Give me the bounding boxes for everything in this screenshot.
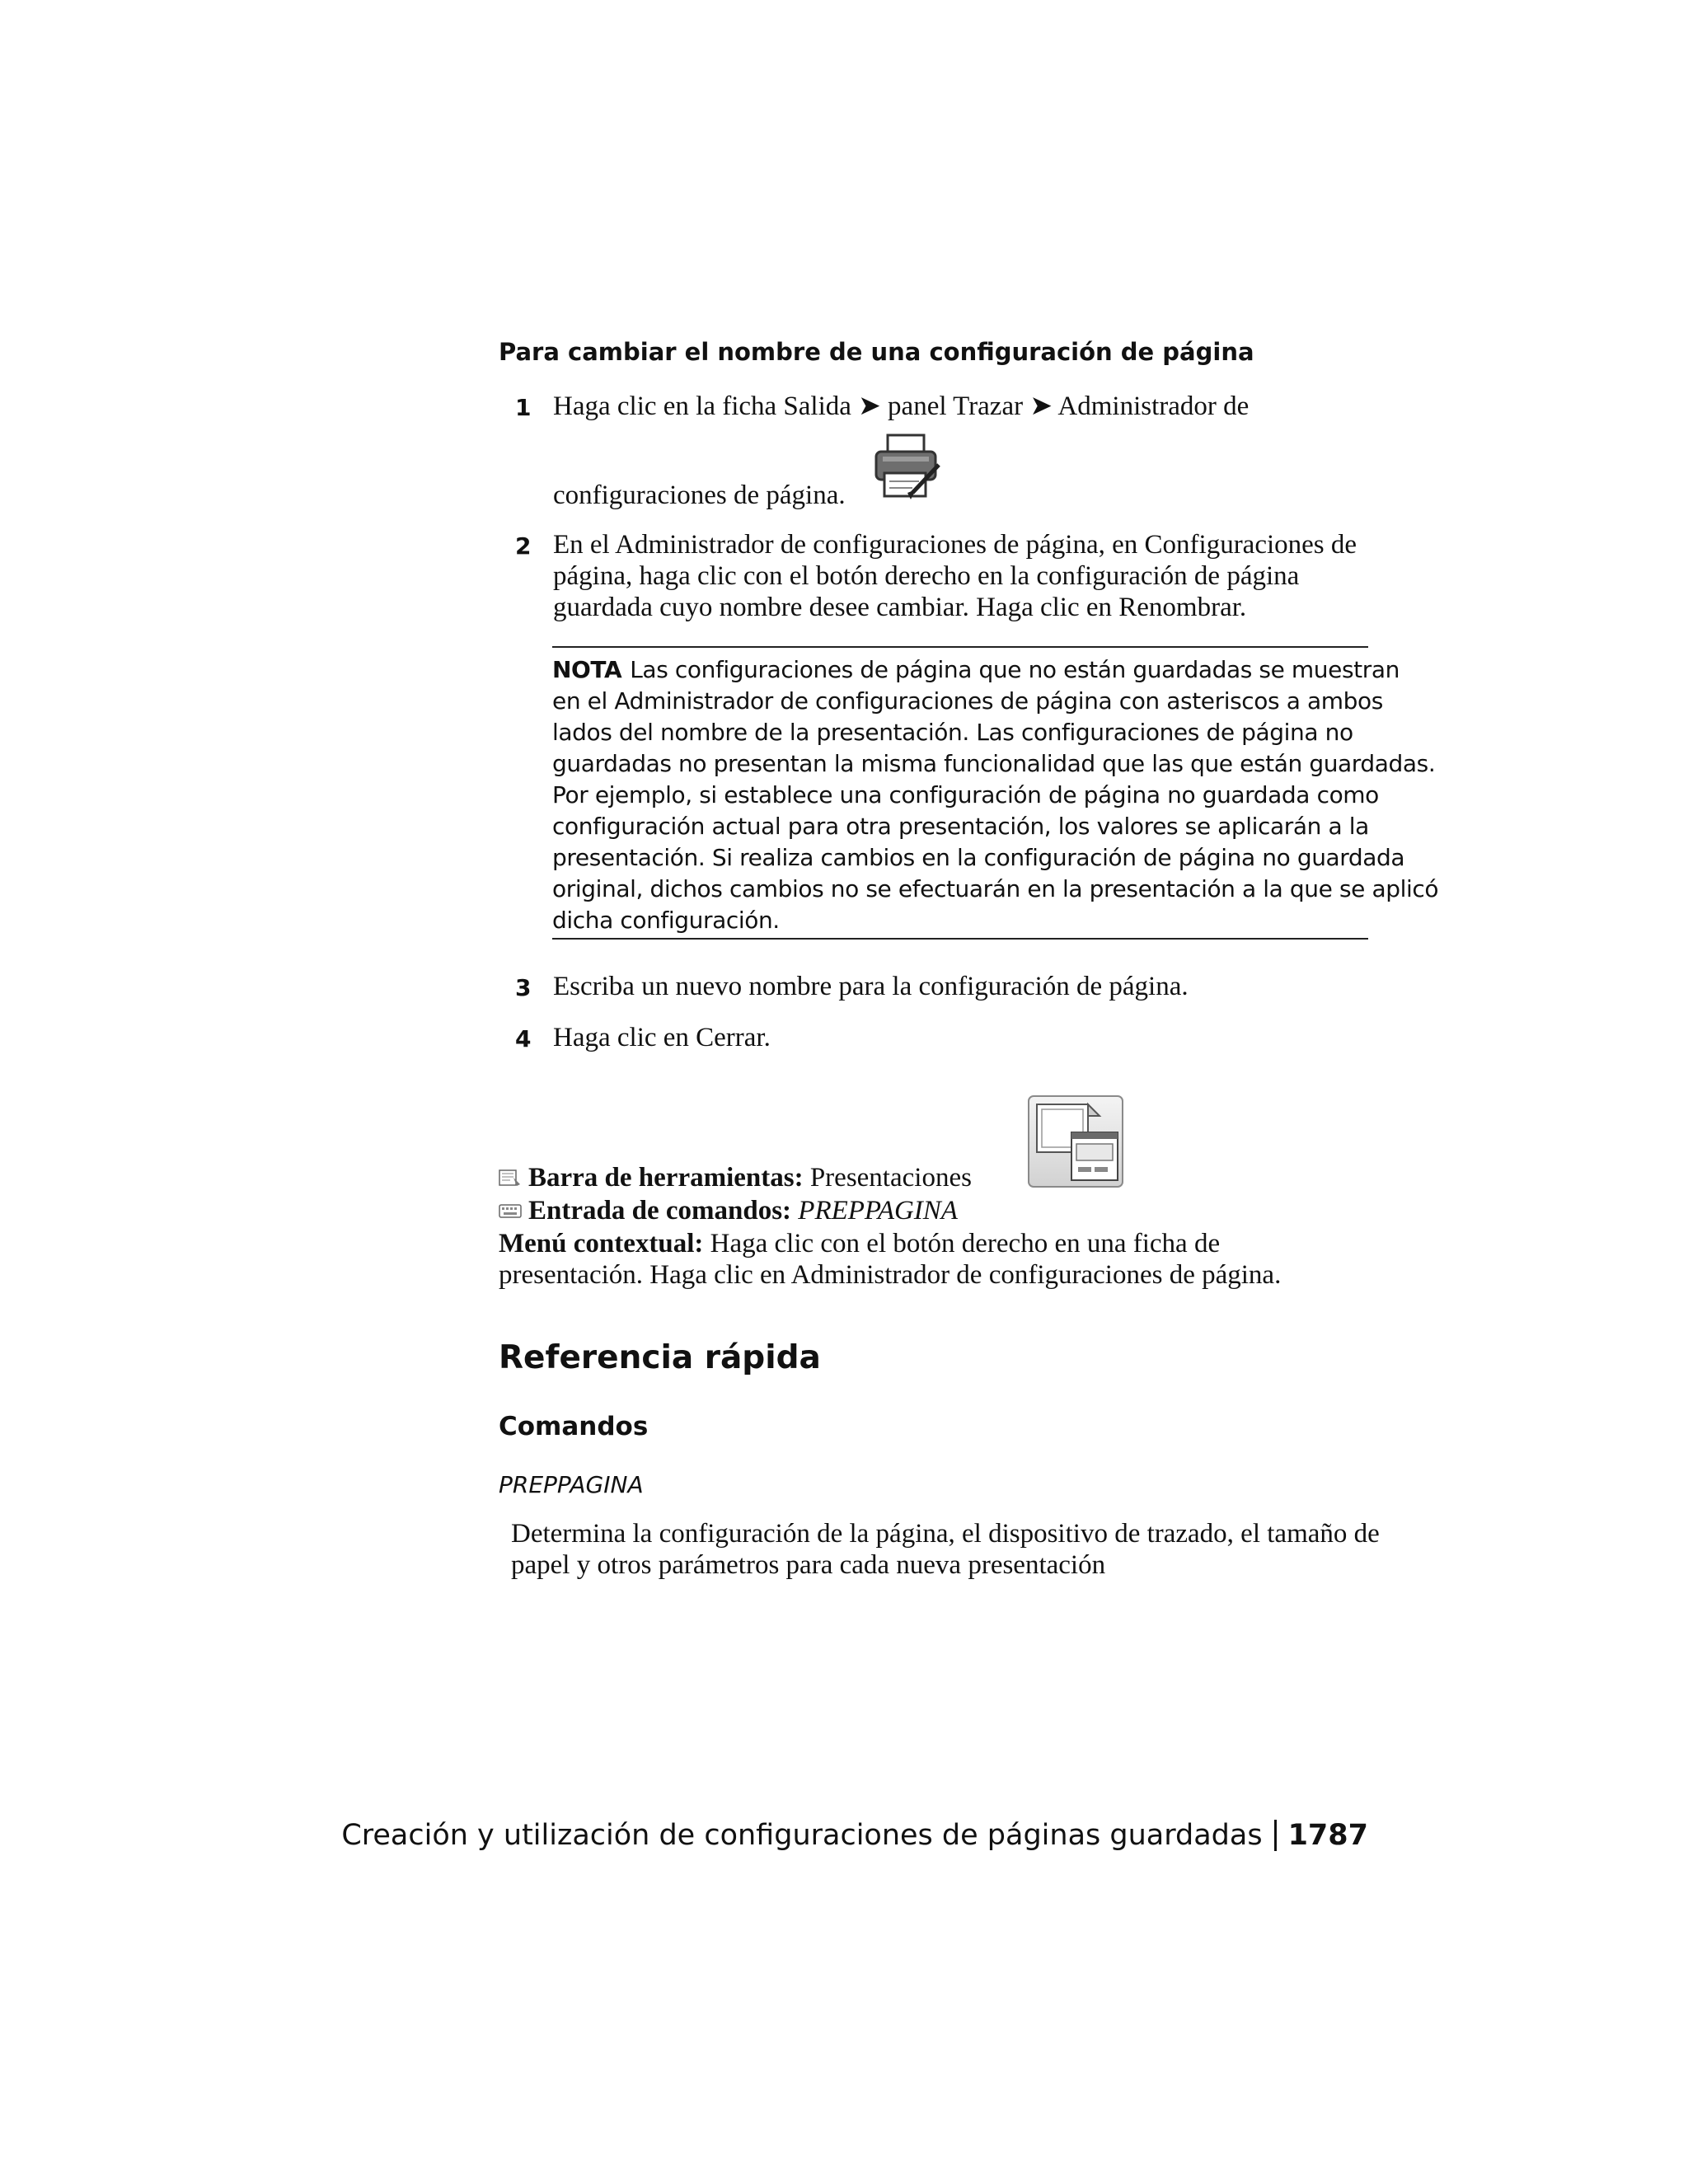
commands-subheading: Comandos (499, 1412, 649, 1441)
note-line: original, dichos cambios no se efectuarán en la presentación a la que se aplicó (552, 875, 1439, 902)
context-value: Haga clic con el botón derecho en una ficha de (710, 1229, 1221, 1258)
note-line: guardadas no presentan la misma funcionalidad que las que están guardadas. (552, 750, 1436, 777)
note-box (552, 646, 1439, 940)
step-text: Haga clic en Cerrar. (553, 1023, 771, 1052)
note-label: NOTA (552, 656, 622, 683)
chapter-title: Creación y utilización de configuraciones de páginas guardadas (341, 1819, 1263, 1852)
toolbar-value: Presentaciones (809, 1163, 972, 1193)
step-text: En el Administrador de configuraciones de página, en Configuraciones de página, haga clic con el botón derecho en la configuración de página guardada cuyo nombre desee cambiar. Haga clic en Renombrar. (553, 530, 1357, 622)
quick-reference-heading: Referencia rápida (499, 1339, 821, 1376)
note-line: NOTA Las configuraciones de página que no están guardadas se muestran (552, 656, 1400, 683)
procedure-title: Para cambiar el nombre de una configuración de página (499, 338, 1254, 366)
page-number: 1787 (1287, 1819, 1368, 1852)
note-line: lados del nombre de la presentación. Las configuraciones de página no (552, 719, 1353, 746)
command-entry-line (499, 1195, 958, 1226)
keyboard-icon (499, 1201, 522, 1221)
context-menu-line-2: presentación. Haga clic en Administrador de configuraciones de página. (499, 1260, 1282, 1290)
page-footer (341, 1819, 1368, 1852)
command-name: PREPPAGINA (499, 1471, 644, 1498)
note-line: dicha configuración. (552, 907, 780, 934)
context-label: Menú contextual: (499, 1229, 704, 1258)
note-line: en el Administrador de configuraciones de página con asteriscos a ambos (552, 687, 1383, 715)
toolbar-access-line (499, 1162, 972, 1193)
toolbar-icon (499, 1168, 522, 1188)
page-setup-manager-icon (871, 432, 944, 504)
step-number: 2 (515, 532, 532, 560)
step-number: 1 (515, 394, 532, 421)
command-label: Entrada de comandos: (528, 1196, 792, 1226)
step-number: 4 (515, 1025, 532, 1052)
step-1 (499, 391, 1372, 514)
step-4 (499, 1022, 1372, 1058)
command-value: PREPPAGINA (798, 1196, 958, 1226)
step-text: Escriba un nuevo nombre para la configuración de página. (553, 972, 1189, 1001)
footer-separator (1274, 1820, 1277, 1851)
step-number: 3 (515, 974, 532, 1001)
step-3 (499, 971, 1372, 1007)
context-menu-line (499, 1228, 1220, 1259)
command-description: Determina la configuración de la página, el dispositivo de trazado, el tamaño de papel y otros parámetros para cada nueva presentación (511, 1519, 1380, 1580)
step-text-line2: configuraciones de página. (553, 480, 846, 510)
note-line: presentación. Si realiza cambios en la configuración de página no guardada (552, 844, 1405, 871)
step-text-line1: Haga clic en la ficha Salida ➤ panel Trazar ➤ Administrador de (553, 391, 1250, 421)
note-line: configuración actual para otra presentación, los valores se aplicarán a la (552, 813, 1369, 840)
note-line: Por ejemplo, si establece una configuración de página no guardada como (552, 781, 1379, 808)
layouts-toolbar-icon (1027, 1094, 1124, 1188)
step-2 (499, 529, 1372, 628)
toolbar-label: Barra de herramientas: (528, 1163, 804, 1193)
